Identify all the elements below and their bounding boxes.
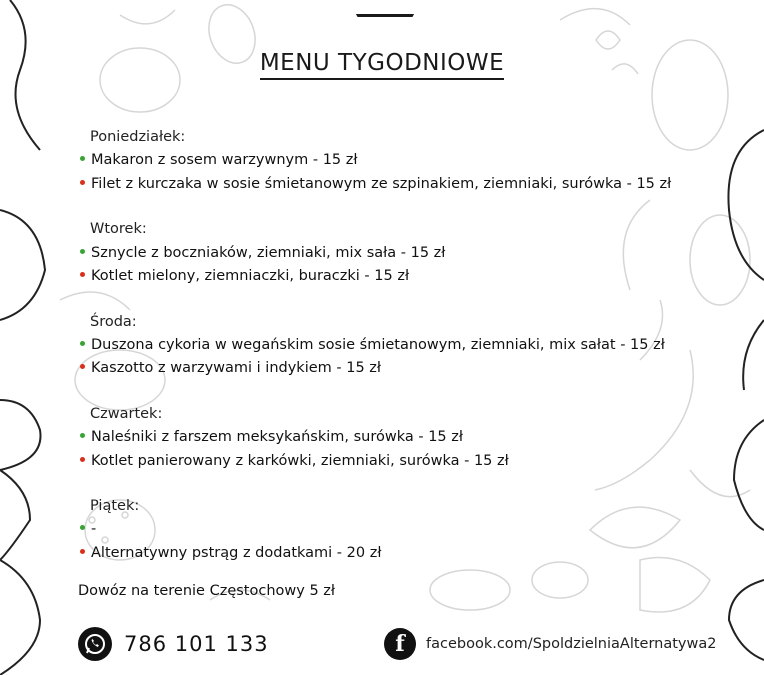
day-heading-tuesday: Wtorek: xyxy=(90,221,147,237)
red-bullet-icon xyxy=(80,364,85,369)
red-bullet-icon xyxy=(80,180,85,185)
red-bullet-icon xyxy=(80,549,85,554)
facebook-contact[interactable] xyxy=(384,628,716,660)
list-item: Duszona cykoria w wegańskim sosie śmietanowym, ziemniaki, mix sałat - 15 zł xyxy=(80,337,665,353)
red-bullet-icon xyxy=(80,272,85,277)
day-heading-friday: Piątek: xyxy=(90,498,140,514)
list-item: Filet z kurczaka w sosie śmietanowym ze szpinakiem, ziemniaki, surówka - 15 zł xyxy=(80,176,671,192)
green-bullet-icon xyxy=(80,156,85,161)
facebook-icon: f xyxy=(384,628,416,660)
list-item: Alternatywny pstrąg z dodatkami - 20 zł xyxy=(80,545,381,561)
green-bullet-icon xyxy=(80,249,85,254)
list-item: - xyxy=(80,521,96,537)
red-bullet-icon xyxy=(80,457,85,462)
menu-title: MENU TYGODNIOWE xyxy=(0,50,764,76)
day-heading-wednesday: Środa: xyxy=(90,314,137,330)
list-item: Naleśniki z farszem meksykańskim, surówka - 15 zł xyxy=(80,429,463,445)
green-bullet-icon xyxy=(80,433,85,438)
day-heading-monday: Poniedziałek: xyxy=(90,129,186,145)
whatsapp-icon xyxy=(78,627,112,661)
delivery-note: Dowóz na terenie Częstochowy 5 zł xyxy=(78,583,336,599)
list-item: Kaszotto z warzywami i indykiem - 15 zł xyxy=(80,360,381,376)
list-item: Makaron z sosem warzywnym - 15 zł xyxy=(80,152,358,168)
day-heading-thursday: Czwartek: xyxy=(90,406,163,422)
facebook-url[interactable]: facebook.com/SpoldzielniaAlternatywa2 xyxy=(426,636,717,652)
list-item: Kotlet mielony, ziemniaczki, buraczki - 15 zł xyxy=(80,268,409,284)
green-bullet-icon xyxy=(80,525,85,530)
phone-number: 786 101 133 xyxy=(124,632,269,656)
logo-badge xyxy=(336,0,434,17)
green-bullet-icon xyxy=(80,341,85,346)
list-item: Sznycle z boczniaków, ziemniaki, mix sała - 15 zł xyxy=(80,245,445,261)
list-item: Kotlet panierowany z karkówki, ziemniaki, surówka - 15 zł xyxy=(80,453,509,469)
phone-contact[interactable] xyxy=(78,627,269,661)
